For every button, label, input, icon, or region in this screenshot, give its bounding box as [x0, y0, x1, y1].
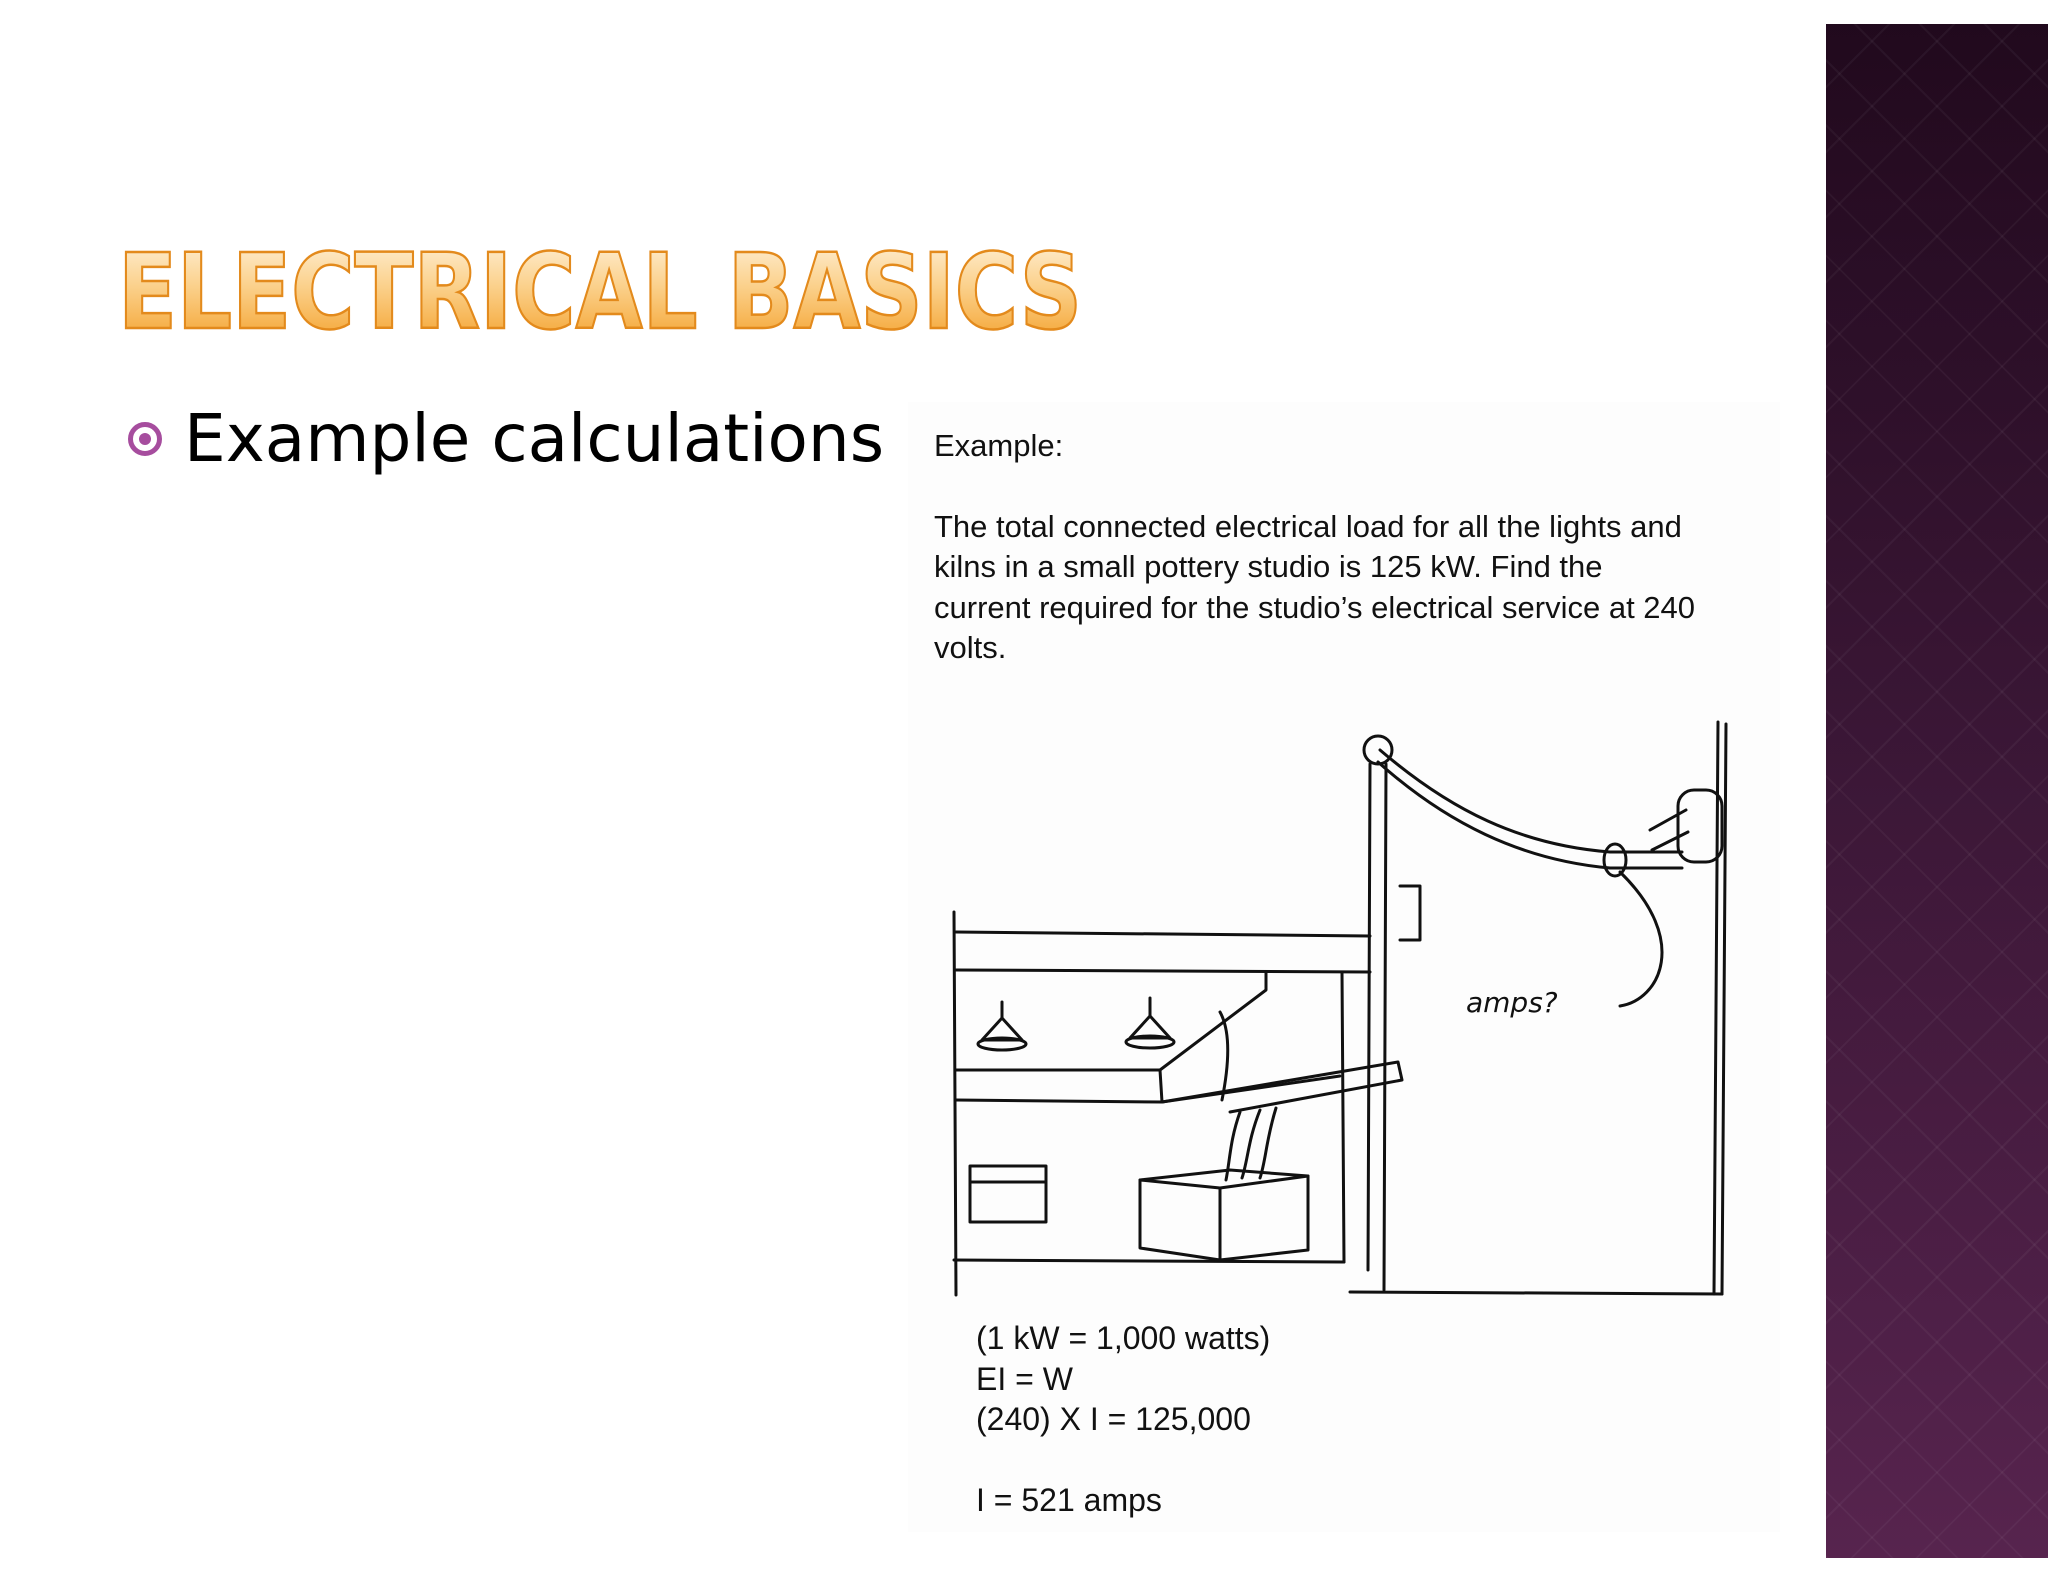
transformer-icon [1678, 790, 1722, 862]
example-line-3: current required for the studio’s electrical service at 240 [934, 589, 1696, 625]
bullet-item [128, 400, 884, 477]
utility-pole [1714, 722, 1718, 1294]
studio-illustration [930, 700, 1790, 1310]
weatherhead-icon [1364, 736, 1392, 764]
small-kiln [970, 1166, 1046, 1222]
calc-line-1: (1 kW = 1,000 watts) [976, 1320, 1271, 1356]
example-line-4: volts. [934, 630, 1007, 665]
calc-result: I = 521 amps [976, 1481, 1162, 1518]
bullet-text: Example calculations [184, 400, 885, 477]
example-line-2: kilns in a small pottery studio is 125 kW. Find the [934, 549, 1603, 584]
calculation-block [976, 1318, 1270, 1520]
example-heading: Example: [934, 428, 1064, 463]
calc-line-3: (240) X I = 125,000 [976, 1401, 1251, 1437]
example-line-1: The total connected electrical load for all the lights and [934, 508, 1682, 544]
amps-label: amps? [1466, 986, 1558, 1019]
bullet-circle-icon [128, 422, 162, 456]
example-problem [934, 426, 1794, 669]
decorative-side-panel [1826, 24, 2048, 1558]
slide-title-text: ELECTRICAL BASICS [118, 231, 1082, 353]
clamp-meter-icon [1604, 844, 1626, 876]
calc-line-2: EI = W [976, 1360, 1073, 1397]
slide-title [118, 228, 1118, 353]
